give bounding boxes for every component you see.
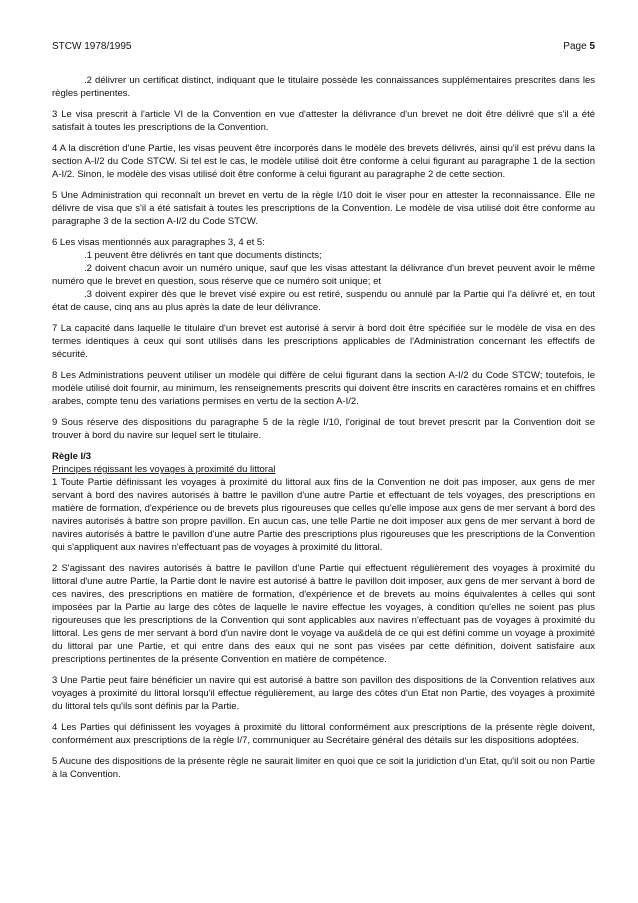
page-header: [52, 40, 595, 53]
paragraph-2-item-2: .2 délivrer un certificat distinct, indiquant que le titulaire possède les connaissances supplémentaires prescrites dans les règles pertinentes.: [52, 75, 595, 99]
rule-paragraph-4: 4 Les Parties qui définissent les voyages à proximité du littoral conformément aux prescriptions de la présente règle doivent, conformément aux prescriptions de la règle I/7, communiquer au Secrétaire général des détails sur les dispositions adoptées.: [52, 722, 595, 746]
rule-paragraph-5: 5 Aucune des dispositions de la présente règle ne saurait limiter en quoi que ce soit la juridiction d'un Etat, qu'il soit ou non Partie à la Convention.: [52, 756, 595, 780]
rule-title: Règle I/3: [52, 451, 92, 462]
paragraph-3: 3 Le visa prescrit à l'article VI de la Convention en vue d'attester la délivrance d'un brevet ne doit être délivré que s'il a été satisfait à toutes les prescriptions de la Convention.: [52, 109, 595, 133]
paragraph-8: 8 Les Administrations peuvent utiliser un modèle qui diffère de celui figurant dans la section A-I/2 du Code STCW; toutefois, le modèle utilisé doit fournir, au minimum, les renseignements prescrits qui doivent être inscrits en caractères romains et en chiffres arabes, compte tenu des variations permises en vertu de la section A-I/2.: [52, 370, 595, 407]
paragraph-6-item-2: .2 doivent chacun avoir un numéro unique, sauf que les visas attestant la délivrance d'un brevet peuvent avoir le même numéro que le brevet en question, sous réserve que ce numéro soit unique; et: [52, 263, 595, 287]
page-number: Page 5: [563, 41, 595, 52]
paragraph-6-intro: 6 Les visas mentionnés aux paragraphes 3, 4 et 5:: [52, 237, 265, 248]
paragraph-6-item-3: .3 doivent expirer dès que le brevet visé expire ou est retiré, suspendu ou annulé par la Partie qui l'a délivré et, en tout état de cause, cinq ans au plus après la date de leur délivrance.: [52, 289, 595, 313]
paragraph-9: 9 Sous réserve des dispositions du paragraphe 5 de la règle I/10, l'original de tout brevet prescrit par la Convention doit se trouver à bord du navire sur lequel sert le titulaire.: [52, 417, 595, 441]
rule-subtitle: Principes régissant les voyages à proximité du littoral: [52, 464, 276, 475]
page-number-value: 5: [589, 41, 595, 52]
rule-paragraph-2: 2 S'agissant des navires autorisés à battre le pavillon d'une Partie qui effectuent régulièrement des voyages à proximité du littoral d'une autre Partie, la Partie dont le navire est autorisé à battre le pavillon doit imposer, aux gens de mer servant à bord de ces navires, des prescriptions en matière de formation, d'expérience et de brevets au moins équivalentes à celles qui sont imposées par la Partie au large des côtes de laquelle le navire effectue les voyages, à condition qu'elles ne soient pas plus rigoureuses que les prescriptions de la Convention qui sont applicables aux navires n'effectuant pas de voyages à proximité du littoral. Les gens de mer servant à bord d'un navire dont le voyage va au&delà de ce qui est défini comme un voyage à proximité du littoral par une Partie, et qui entre dans des eaux qui ne sont pas visées par cette définition, doivent satisfaire aux prescriptions pertinentes de la présente Convention en matière de compétence.: [52, 563, 595, 665]
paragraph-5: 5 Une Administration qui reconnaît un brevet en vertu de la règle I/10 doit le viser pour en attester la reconnaissance. Elle ne délivre de visa que s'il a été satisfait à toutes les prescriptions de la Convention. Le modèle de visa utilisé doit être conforme au paragraphe 3 de la section A-I/2 du Code STCW.: [52, 190, 595, 227]
rule-paragraph-1: 1 Toute Partie définissant les voyages à proximité du littoral aux fins de la Convention ne doit pas imposer, aux gens de mer servant à bord des navires autorisés à battre le pavillon d'une autre Partie et effectuant de tels voyages, des prescriptions en matière de formation, d'expérience ou de brevets plus rigoureuses que celles qu'elle impose aux gens de mer servant à bord des navires autorisés à battre son propre pavillon. En aucun cas, une telle Partie ne doit imposer aux gens de mer servant à bord de navires autorisés à battre le pavillon d'une autre Partie des prescriptions plus rigoureuses que les prescriptions de la Convention qui s'appliquent aux navires n'effectuant pas de voyages à proximité du littoral.: [52, 477, 595, 553]
rule-paragraph-3: 3 Une Partie peut faire bénéficier un navire qui est autorisé à battre son pavillon des dispositions de la Convention relatives aux voyages à proximité du littoral lorsqu'il effectue régulièrement, au large des côtes d'un Etat non Partie, des voyages à proximité du littoral tels qu'ils sont définis par la Partie.: [52, 675, 595, 712]
paragraph-7: 7 La capacité dans laquelle le titulaire d'un brevet est autorisé à servir à bord doit être spécifiée sur le modèle de visa en des termes identiques à ceux qui sont utilisés dans les prescriptions applicables de l'Administration concernant les effectifs de sécurité.: [52, 323, 595, 360]
paragraph-6-item-1: .1 peuvent être délivrés en tant que documents distincts;: [84, 250, 322, 261]
header-title: STCW 1978/1995: [52, 41, 132, 52]
paragraph-4: 4 A la discrétion d'une Partie, les visas peuvent être incorporés dans le modèle des brevets délivrés, ainsi qu'il est prévu dans la section A-I/2 du Code STCW. Si tel est le cas, le modèle utilisé doit être conforme à celui figurant au paragraphe 1 de la section A-I/2. Sinon, le modèle des visas utilisé doit être conforme à celui figurant au paragraphe 2 de cette section.: [52, 143, 595, 180]
document-body: [52, 74, 595, 789]
